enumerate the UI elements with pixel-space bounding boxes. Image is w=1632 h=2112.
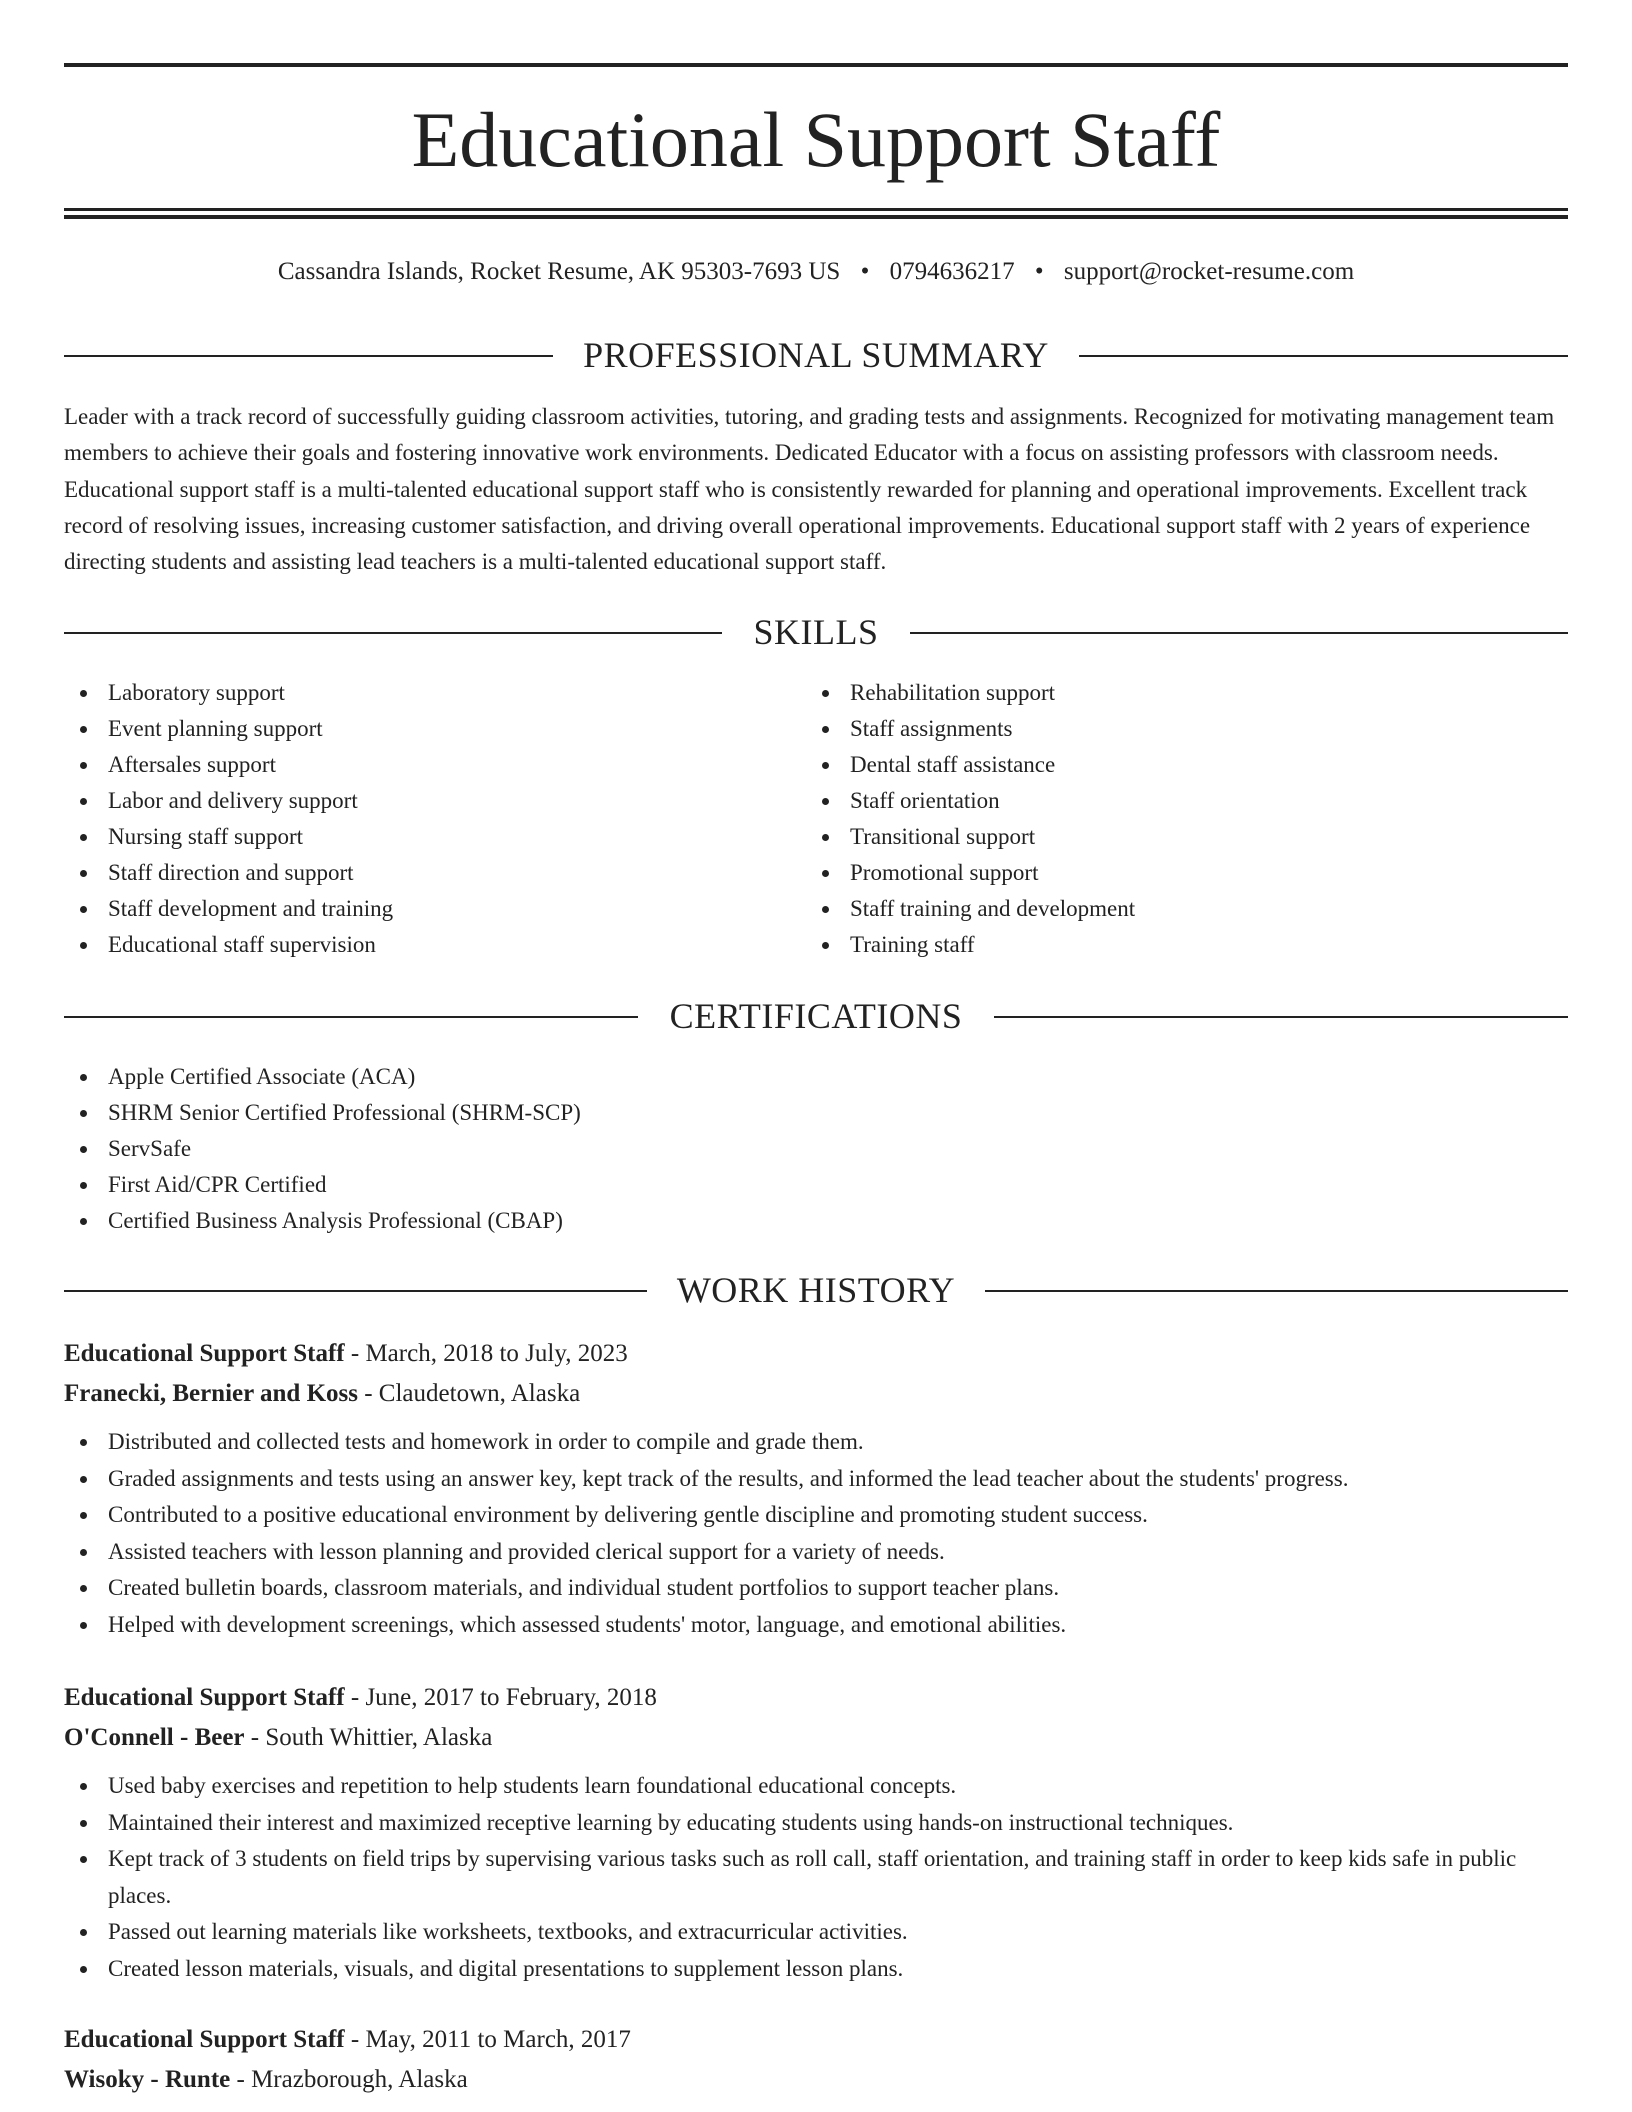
job-title: Educational Support Staff <box>64 2026 345 2053</box>
job-bullet: Contributed to a positive educational environment by delivering gentle discipline and promoting student success. <box>64 1497 1568 1534</box>
skill-item: Laboratory support <box>64 675 764 711</box>
job-dates: - June, 2017 to February, 2018 <box>350 1684 657 1711</box>
title-rule-upper <box>64 208 1568 211</box>
skills-list-right <box>806 675 1506 963</box>
certification-item: Certified Business Analysis Professional (CBAP) <box>64 1203 1064 1239</box>
job-dates: - March, 2018 to July, 2023 <box>350 1340 628 1367</box>
skill-item: Training staff <box>806 927 1506 963</box>
skill-item: Labor and delivery support <box>64 783 764 819</box>
summary-heading: PROFESSIONAL SUMMARY <box>553 335 1079 375</box>
skill-item: Promotional support <box>806 855 1506 891</box>
skill-item: Staff orientation <box>806 783 1506 819</box>
job-entry <box>64 2020 1568 2100</box>
skill-item: Aftersales support <box>64 747 764 783</box>
contact-email: support@rocket-resume.com <box>1063 258 1355 285</box>
certification-item: SHRM Senior Certified Professional (SHRM-SCP) <box>64 1095 1064 1131</box>
skill-item: Rehabilitation support <box>806 675 1506 711</box>
skills-heading: SKILLS <box>723 612 908 652</box>
section-heading-summary <box>64 333 1568 377</box>
job-bullet: Distributed and collected tests and homework in order to compile and grade them. <box>64 1424 1568 1461</box>
skill-item: Transitional support <box>806 819 1506 855</box>
work-history-heading: WORK HISTORY <box>647 1270 985 1310</box>
job-bullets <box>64 1768 1568 1987</box>
skill-item: Staff training and development <box>806 891 1506 927</box>
job-bullet: Passed out learning materials like worksheets, textbooks, and extracurricular activities. <box>64 1914 1568 1951</box>
contact-phone: 0794636217 <box>889 258 1015 285</box>
page-title: Educational Support Staff <box>411 96 1221 183</box>
contact-separator: • <box>1034 258 1044 285</box>
job-company: Wisoky - Runte <box>64 2066 231 2093</box>
job-dates: - May, 2011 to March, 2017 <box>350 2026 631 2053</box>
skill-item: Nursing staff support <box>64 819 764 855</box>
job-title-line <box>64 1334 1568 1374</box>
job-company-line <box>64 1718 1568 1758</box>
skill-item: Event planning support <box>64 711 764 747</box>
job-bullet: Assisted teachers with lesson planning and provided clerical support for a variety of needs. <box>64 1534 1568 1571</box>
top-rule <box>64 63 1568 67</box>
job-entry <box>64 1334 1568 1643</box>
job-location: - South Whittier, Alaska <box>250 1724 493 1751</box>
skill-item: Staff direction and support <box>64 855 764 891</box>
job-title: Educational Support Staff <box>64 1340 345 1367</box>
job-location: - Claudetown, Alaska <box>364 1380 581 1407</box>
job-bullet: Created lesson materials, visuals, and digital presentations to supplement lesson plans. <box>64 1951 1568 1988</box>
job-location: - Mrazborough, Alaska <box>236 2066 468 2093</box>
title-rule-lower <box>64 215 1568 219</box>
section-heading-skills <box>64 610 1568 654</box>
job-bullet: Kept track of 3 students on field trips by supervising various tasks such as roll call, staff orientation, and training staff in order to keep kids safe in public places. <box>64 1841 1568 1914</box>
contact-separator: • <box>860 258 870 285</box>
contact-line <box>64 255 1568 289</box>
job-title-line <box>64 1678 1568 1718</box>
job-company-line <box>64 1374 1568 1414</box>
certifications-heading: CERTIFICATIONS <box>640 996 993 1036</box>
job-bullet: Helped with development screenings, which assessed students' motor, language, and emotional abilities. <box>64 1607 1568 1644</box>
skill-item: Dental staff assistance <box>806 747 1506 783</box>
job-company: Franecki, Bernier and Koss <box>64 1380 358 1407</box>
job-entry <box>64 1678 1568 1987</box>
contact-address: Cassandra Islands, Rocket Resume, AK 95303-7693 US <box>277 258 841 285</box>
job-bullet: Graded assignments and tests using an answer key, kept track of the results, and informed the lead teacher about the students' progress. <box>64 1461 1568 1498</box>
job-company: O'Connell - Beer <box>64 1724 245 1751</box>
job-bullet: Created bulletin boards, classroom materials, and individual student portfolios to support teacher plans. <box>64 1570 1568 1607</box>
job-title: Educational Support Staff <box>64 1684 345 1711</box>
skill-item: Staff assignments <box>806 711 1506 747</box>
job-bullet: Maintained their interest and maximized receptive learning by educating students using hands-on instructional techniques. <box>64 1805 1568 1842</box>
certifications-list <box>64 1059 1064 1239</box>
skills-list-left <box>64 675 764 963</box>
summary-text: Leader with a track record of successfully guiding classroom activities, tutoring, and grading tests and assignments. Recognized for motivating management team members to achieve their goals and fostering innovative work environments. Dedicated Educator with a focus on assisting professors with classroom needs. Educational support staff is a multi-talented educational support staff who is consistently rewarded for planning and operational improvements. Excellent track record of resolving issues, increasing customer satisfaction, and driving overall operational improvements. Educational support staff with 2 years of experience directing students and assisting lead teachers is a multi-talented educational support staff. <box>64 404 1555 575</box>
section-heading-certifications <box>64 994 1568 1038</box>
certification-item: ServSafe <box>64 1131 1064 1167</box>
job-company-line <box>64 2060 1568 2100</box>
certification-item: Apple Certified Associate (ACA) <box>64 1059 1064 1095</box>
job-title-line <box>64 2020 1568 2060</box>
skill-item: Educational staff supervision <box>64 927 764 963</box>
certification-item: First Aid/CPR Certified <box>64 1167 1064 1203</box>
section-heading-work-history <box>64 1268 1568 1312</box>
job-bullet: Used baby exercises and repetition to help students learn foundational educational concepts. <box>64 1768 1568 1805</box>
skill-item: Staff development and training <box>64 891 764 927</box>
job-bullets <box>64 1424 1568 1643</box>
